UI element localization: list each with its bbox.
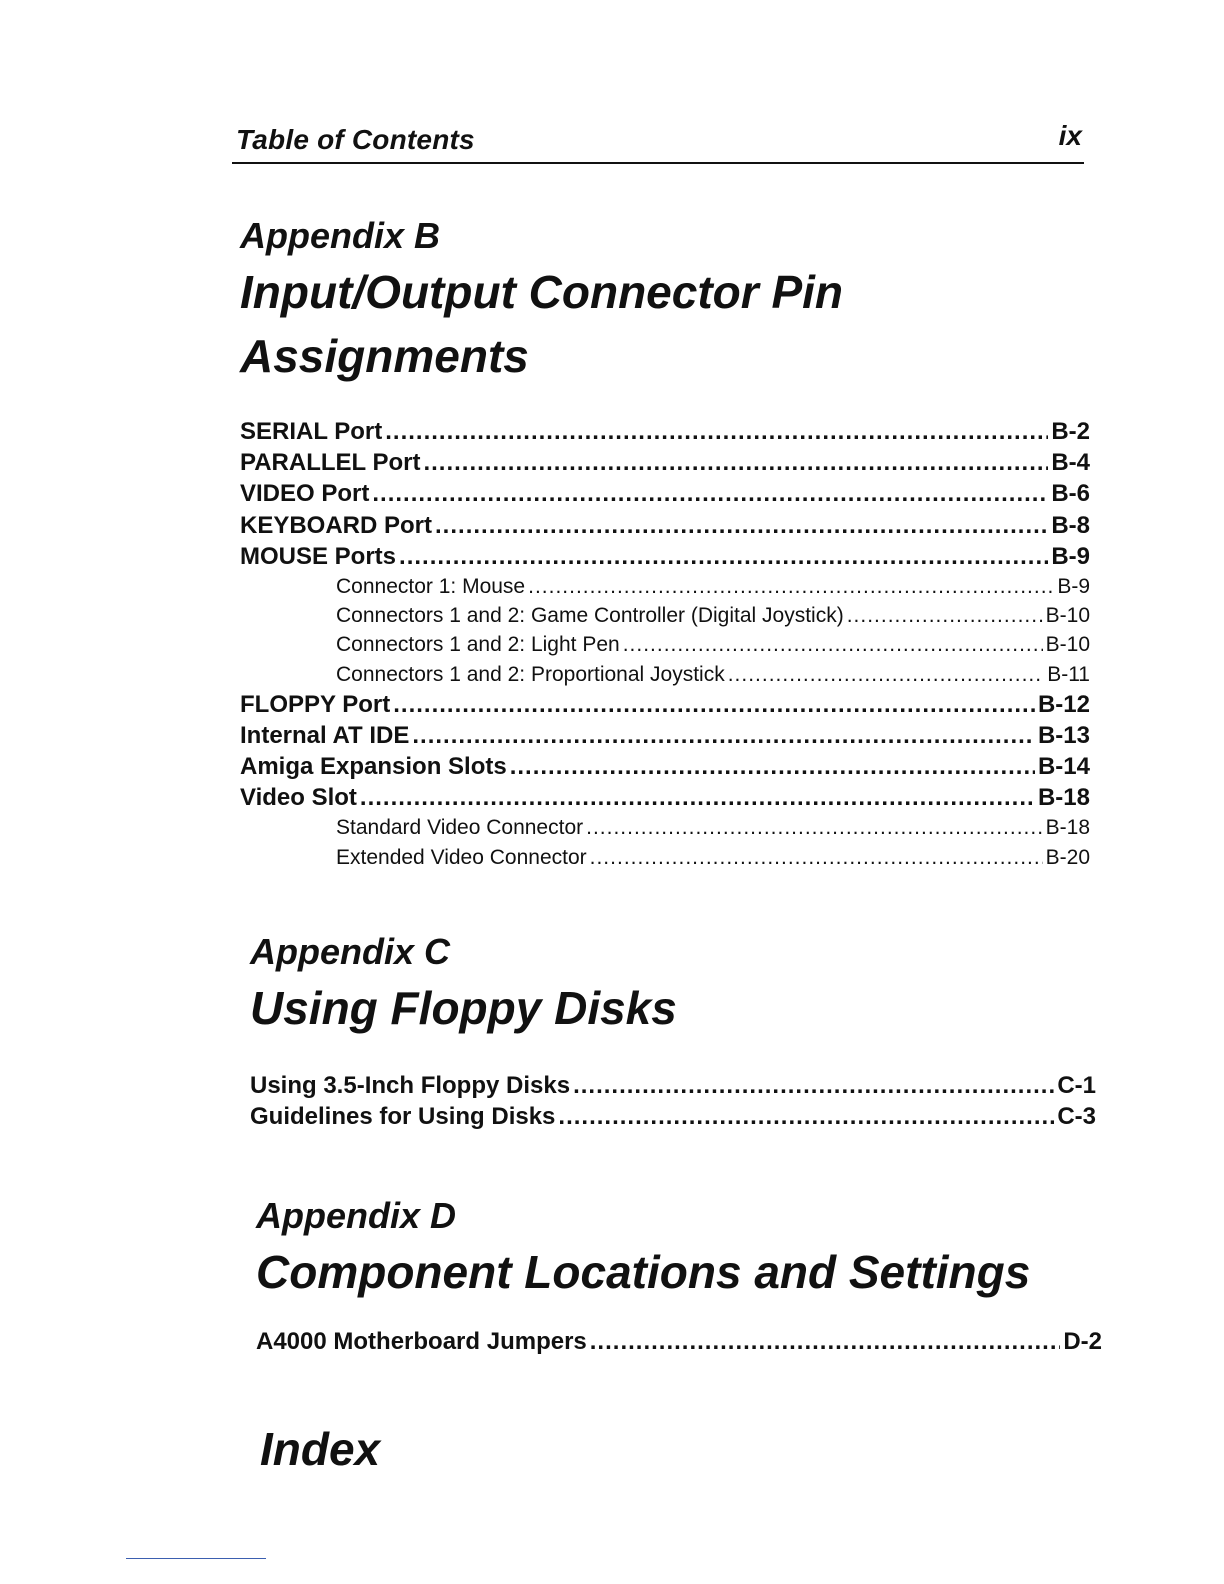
toc-entry: [250, 1101, 1096, 1132]
toc-entry-page: B-2: [1051, 418, 1090, 445]
toc-entry: [240, 720, 1090, 751]
toc-entry-text: Internal AT IDE: [240, 721, 410, 749]
appendix-c-toc-list: [250, 1070, 1096, 1132]
toc-entry-text: KEYBOARD Port: [240, 511, 433, 539]
appendix-c-section: [250, 930, 1096, 1132]
toc-entry-text: Connectors 1 and 2: Proportional Joystick: [336, 662, 725, 686]
toc-entry-text: Using 3.5-Inch Floppy Disks: [250, 1072, 571, 1099]
toc-entry-page: B-18: [1045, 816, 1090, 840]
toc-entry-text: Standard Video Connector: [336, 816, 584, 840]
toc-entry-text: Extended Video Connector: [336, 845, 587, 869]
toc-entry: [240, 843, 1090, 872]
toc-entry-text: Connectors 1 and 2: Game Controller (Digital Joystick): [336, 604, 844, 628]
toc-leader-dots: [412, 720, 1035, 751]
toc-leader-dots: [393, 689, 1035, 720]
appendix-d-section: [256, 1194, 1102, 1357]
toc-entry-page: B-18: [1037, 784, 1090, 812]
toc-entry-page: B-12: [1037, 690, 1090, 718]
toc-entry-page: B-8: [1051, 511, 1090, 539]
toc-entry: [240, 601, 1090, 630]
toc-leader-dots: [360, 782, 1035, 813]
toc-entry-text: Guidelines for Using Disks: [250, 1103, 556, 1131]
toc-entry-text: A4000 Motherboard Jumpers: [256, 1328, 587, 1355]
page-number: ix: [1058, 120, 1082, 151]
appendix-d-label: Appendix D: [256, 1195, 457, 1236]
toc-entry: [240, 416, 1090, 447]
toc-leader-dots: [372, 478, 1048, 509]
toc-entry: [240, 689, 1090, 720]
toc-entry: [256, 1326, 1102, 1357]
toc-entry: [240, 541, 1090, 572]
toc-entry: [240, 751, 1090, 782]
toc-leader-dots: [847, 601, 1043, 630]
toc-leader-dots: [423, 447, 1048, 478]
appendix-d-toc-list: [256, 1326, 1102, 1357]
toc-leader-dots: [558, 1101, 1054, 1132]
toc-entry-text: Connector 1: Mouse: [336, 574, 526, 598]
toc-entry-page: B-11: [1047, 662, 1090, 686]
toc-entry-page: C-1: [1057, 1072, 1096, 1099]
toc-entry-page: B-9: [1051, 542, 1090, 570]
toc-entry-page: B-20: [1045, 845, 1090, 869]
toc-leader-dots: [510, 751, 1035, 782]
appendix-d-title: Component Locations and Settings: [256, 1246, 1031, 1298]
toc-entry-page: B-4: [1051, 449, 1090, 477]
toc-entry: [240, 782, 1090, 813]
appendix-b-title-line1: Input/Output Connector Pin: [240, 266, 844, 318]
toc-leader-dots: [399, 541, 1048, 572]
toc-entry-text: Video Slot: [240, 784, 357, 812]
toc-entry-text: Amiga Expansion Slots: [240, 753, 507, 781]
toc-entry: [240, 510, 1090, 541]
toc-entry-text: Connectors 1 and 2: Light Pen: [336, 633, 620, 657]
toc-entry: [240, 572, 1090, 601]
toc-leader-dots: [385, 416, 1048, 447]
toc-entry: [240, 660, 1090, 689]
toc-entry-page: B-9: [1057, 574, 1090, 598]
appendix-c-title: Using Floppy Disks: [250, 982, 677, 1034]
toc-entry-text: VIDEO Port: [240, 480, 370, 508]
appendix-b-title-line2: Assignments: [240, 330, 529, 382]
page-header: [232, 118, 1084, 164]
footer-rule: [126, 1558, 266, 1559]
toc-entry-text: MOUSE Ports: [240, 542, 397, 570]
toc-entry-page: B-10: [1045, 604, 1090, 628]
toc-entry-page: B-6: [1051, 480, 1090, 508]
running-header-title: Table of Contents: [236, 124, 475, 155]
appendix-b-section: [240, 214, 1090, 872]
toc-entry-page: B-10: [1045, 633, 1090, 657]
toc-entry: [240, 478, 1090, 509]
toc-entry-text: FLOPPY Port: [240, 690, 391, 718]
toc-entry: [240, 630, 1090, 659]
toc-leader-dots: [590, 843, 1043, 872]
appendix-b-toc-list: [240, 416, 1090, 872]
toc-entry-text: SERIAL Port: [240, 418, 383, 445]
toc-leader-dots: [728, 660, 1044, 689]
toc-leader-dots: [528, 572, 1054, 601]
toc-entry-page: C-3: [1057, 1103, 1096, 1131]
toc-leader-dots: [586, 813, 1043, 842]
toc-entry: [240, 447, 1090, 478]
toc-entry-page: D-2: [1063, 1328, 1102, 1355]
toc-entry-text: PARALLEL Port: [240, 449, 421, 477]
index-title: Index: [260, 1423, 381, 1475]
toc-leader-dots: [590, 1326, 1061, 1357]
toc-entry-page: B-14: [1037, 753, 1090, 781]
appendix-b-title: [240, 260, 1090, 388]
toc-leader-dots: [435, 510, 1048, 541]
appendix-c-label: Appendix C: [250, 931, 451, 972]
toc-entry-page: B-13: [1037, 721, 1090, 749]
toc-entry: [250, 1070, 1096, 1101]
toc-leader-dots: [623, 630, 1043, 659]
toc-leader-dots: [573, 1070, 1054, 1101]
appendix-b-label: Appendix B: [240, 215, 441, 256]
toc-entry: [240, 813, 1090, 842]
